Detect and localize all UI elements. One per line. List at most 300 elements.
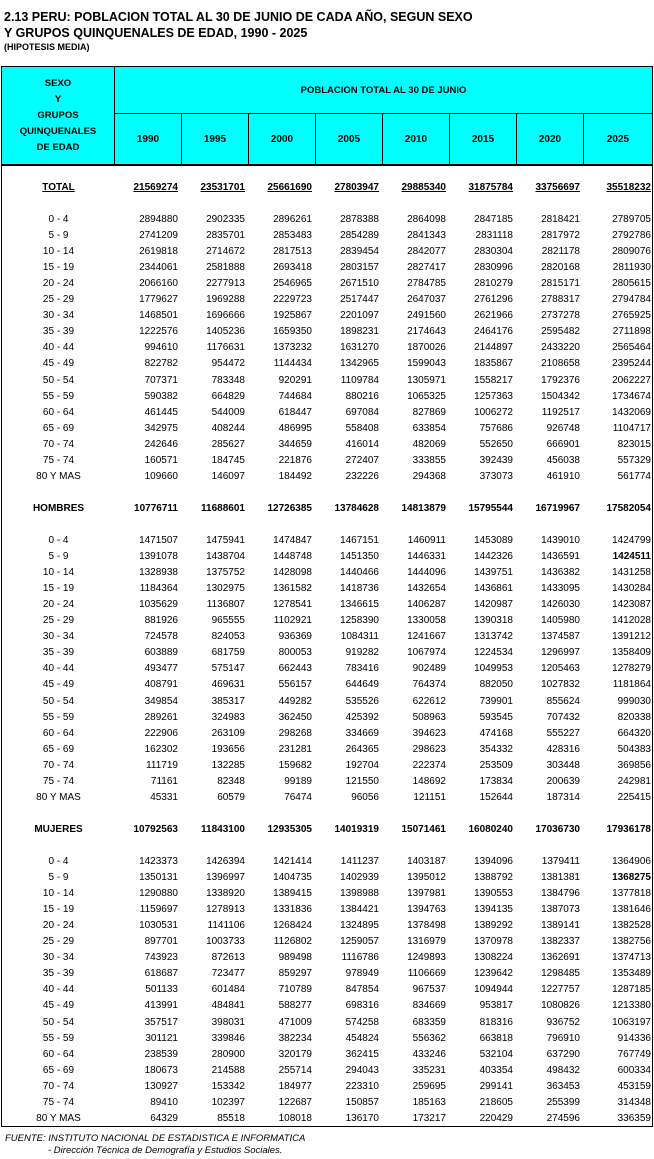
row-label: 45 - 49 [42, 1000, 75, 1011]
value-cell [315, 1111, 379, 1127]
value: 994610 [144, 342, 178, 353]
value-cell [516, 742, 580, 758]
row-label-header-line: SEXO [44, 77, 72, 89]
value-cell [587, 228, 651, 244]
value: 408244 [211, 423, 245, 434]
table-row [2, 950, 652, 966]
value: 45331 [150, 792, 178, 803]
table-row [2, 260, 652, 276]
row-label-cell [2, 565, 115, 581]
value: 484841 [211, 1000, 245, 1011]
value-cell [114, 421, 178, 437]
table-row [2, 469, 652, 485]
value-cell [516, 356, 580, 372]
row-label-cell [2, 790, 115, 806]
value-cell [516, 340, 580, 356]
value: 1222576 [139, 326, 178, 337]
value: 162302 [144, 744, 178, 755]
value: 1390553 [474, 888, 513, 899]
value-cell [516, 726, 580, 742]
value: 298623 [412, 744, 446, 755]
table-row [2, 998, 652, 1014]
value: 2842077 [407, 246, 446, 257]
year-header: 1990 [115, 114, 182, 164]
row-label: 40 - 44 [42, 663, 75, 674]
value: 1084311 [340, 631, 379, 642]
value: 1278913 [206, 904, 245, 915]
value: 1313742 [474, 631, 513, 642]
value: 2174643 [407, 326, 446, 337]
value-cell [382, 533, 446, 549]
value-cell [449, 966, 513, 982]
value: 1324895 [340, 920, 379, 931]
value-cell [114, 677, 178, 693]
row-label: 25 - 29 [42, 936, 75, 947]
value-cell [449, 677, 513, 693]
row-label-cell [2, 389, 115, 405]
value-cell [587, 212, 651, 228]
value-cell [315, 1015, 379, 1031]
value: 1394135 [474, 904, 513, 915]
value-cell [248, 822, 312, 838]
value: 855624 [546, 696, 580, 707]
value-cell [587, 260, 651, 276]
value-cell [449, 228, 513, 244]
value-cell [315, 886, 379, 902]
value: 820338 [617, 712, 651, 723]
value-cell [382, 405, 446, 421]
value: 223310 [345, 1081, 379, 1092]
value-cell [114, 870, 178, 886]
value-cell [315, 228, 379, 244]
value: 783348 [211, 375, 245, 386]
value: 12935305 [267, 824, 312, 835]
value-cell [449, 1063, 513, 1079]
value-cell [114, 437, 178, 453]
value: 1381381 [541, 872, 580, 883]
value: 96056 [351, 792, 379, 803]
table-row [2, 292, 652, 308]
row-label: 45 - 49 [42, 358, 75, 369]
value-cell [315, 1031, 379, 1047]
value-cell [181, 758, 245, 774]
value: 180673 [144, 1065, 178, 1076]
value: 2229723 [273, 294, 312, 305]
value: 136170 [345, 1113, 379, 1124]
value-cell [587, 774, 651, 790]
value: 1353489 [612, 968, 651, 979]
value: 744684 [278, 391, 312, 402]
value-cell [516, 854, 580, 870]
value-cell [382, 694, 446, 710]
row-label: 5 - 9 [48, 872, 69, 883]
value-cell [114, 886, 178, 902]
value: 1338920 [206, 888, 245, 899]
row-label: 70 - 74 [42, 760, 75, 771]
value: 272407 [345, 455, 379, 466]
value-cell [248, 1015, 312, 1031]
value-cell [382, 453, 446, 469]
value: 1106669 [407, 968, 446, 979]
row-label: 75 - 74 [42, 455, 75, 466]
value-cell [382, 1063, 446, 1079]
value-cell [516, 469, 580, 485]
value-cell [248, 1031, 312, 1047]
value: 303448 [546, 760, 580, 771]
value-cell [181, 661, 245, 677]
value: 2810279 [474, 278, 513, 289]
value: 557329 [617, 455, 651, 466]
value-cell [516, 645, 580, 661]
table-row [2, 854, 652, 870]
value-cell [248, 886, 312, 902]
table-row [2, 533, 652, 549]
value-cell [516, 1031, 580, 1047]
value: 2395244 [612, 358, 651, 369]
value: 2821178 [541, 246, 580, 257]
value: 1398988 [340, 888, 379, 899]
value-cell [181, 469, 245, 485]
value-cell [114, 324, 178, 340]
value-cell [449, 1047, 513, 1063]
value-cell [248, 742, 312, 758]
value: 1159697 [139, 904, 178, 915]
value: 1374713 [612, 952, 651, 963]
table-row [2, 1079, 652, 1095]
value-cell [382, 421, 446, 437]
value: 1258390 [340, 615, 379, 626]
section-total-row [2, 822, 652, 838]
row-label-cell [2, 501, 115, 517]
value-cell [382, 244, 446, 260]
source-note: FUENTE: INSTITUTO NACIONAL DE ESTADISTICA E INFORMATICA [5, 1133, 306, 1144]
value-cell [181, 453, 245, 469]
value-cell [248, 1047, 312, 1063]
value-cell [114, 613, 178, 629]
table-header [2, 67, 652, 166]
value-cell [315, 469, 379, 485]
value-cell [248, 870, 312, 886]
row-label: 15 - 19 [42, 262, 75, 273]
value: 1290880 [139, 888, 178, 899]
value: 342975 [144, 423, 178, 434]
row-label-cell [2, 998, 115, 1014]
value: 71161 [150, 776, 178, 787]
value: 453159 [617, 1081, 651, 1092]
value-cell [315, 244, 379, 260]
value-cell [248, 212, 312, 228]
value: 314348 [617, 1097, 651, 1108]
value-cell [516, 1079, 580, 1095]
value: 1421414 [273, 856, 312, 867]
value: 398031 [211, 1017, 245, 1028]
value: 823015 [617, 439, 651, 450]
value: 231281 [278, 744, 312, 755]
value: 1205463 [541, 663, 580, 674]
value-cell [449, 822, 513, 838]
value-cell [587, 822, 651, 838]
value-cell [181, 389, 245, 405]
value-cell [516, 581, 580, 597]
value-cell [516, 533, 580, 549]
table-row [2, 645, 652, 661]
value-cell [449, 742, 513, 758]
row-label-header [2, 67, 115, 164]
table-row [2, 437, 652, 453]
row-label: 35 - 39 [42, 647, 75, 658]
value: 681759 [211, 647, 245, 658]
value: 362415 [345, 1049, 379, 1060]
value: 153342 [211, 1081, 245, 1092]
value-cell [114, 565, 178, 581]
value-cell [516, 694, 580, 710]
value: 965555 [211, 615, 245, 626]
value: 1474847 [273, 535, 312, 546]
value: 2847185 [474, 214, 513, 225]
row-label-cell [2, 212, 115, 228]
value-cell [315, 1095, 379, 1111]
row-label: 40 - 44 [42, 984, 75, 995]
value: 242646 [144, 439, 178, 450]
value-cell [248, 710, 312, 726]
value-cell [114, 1111, 178, 1127]
value: 82348 [217, 776, 245, 787]
value: 31875784 [468, 182, 513, 193]
value-cell [315, 340, 379, 356]
value-cell [114, 1015, 178, 1031]
value: 1442326 [474, 551, 513, 562]
value-cell [516, 934, 580, 950]
value: 558408 [345, 423, 379, 434]
value-cell [587, 629, 651, 645]
row-label: 55 - 59 [42, 712, 75, 723]
value: 1268424 [273, 920, 312, 931]
row-label: HOMBRES [32, 503, 85, 514]
value-cell [181, 1095, 245, 1111]
value: 1381646 [612, 904, 651, 915]
value-cell [516, 1111, 580, 1127]
value-cell [516, 886, 580, 902]
value: 12726385 [267, 503, 312, 514]
value-cell [181, 998, 245, 1014]
value: 1375752 [206, 567, 245, 578]
row-label-header-line: GRUPOS [37, 109, 79, 121]
table-row [2, 613, 652, 629]
value: 1433095 [541, 583, 580, 594]
value-cell [181, 276, 245, 292]
value-cell [382, 373, 446, 389]
value-cell [181, 902, 245, 918]
value-cell [248, 565, 312, 581]
row-label: 30 - 34 [42, 310, 75, 321]
value-cell [114, 1079, 178, 1095]
value-cell [114, 645, 178, 661]
table-row [2, 405, 652, 421]
value: 428316 [546, 744, 580, 755]
value: 25661690 [267, 182, 312, 193]
value-cell [315, 324, 379, 340]
value: 1925867 [273, 310, 312, 321]
value-cell [587, 549, 651, 565]
value-cell [114, 694, 178, 710]
row-label: 0 - 4 [48, 856, 69, 867]
value-cell [382, 774, 446, 790]
value-cell [587, 998, 651, 1014]
value: 449282 [278, 696, 312, 707]
row-label-cell [2, 437, 115, 453]
value-cell [382, 1111, 446, 1127]
value: 2619818 [139, 246, 178, 257]
row-label-header-line: DE EDAD [36, 141, 80, 153]
value-cell [449, 902, 513, 918]
table-row [2, 276, 652, 292]
value: 618447 [278, 407, 312, 418]
value-cell [587, 340, 651, 356]
row-label-cell [2, 950, 115, 966]
value-cell [181, 405, 245, 421]
table-title [4, 9, 473, 41]
value: 1224534 [474, 647, 513, 658]
value: 2830996 [474, 262, 513, 273]
value-cell [114, 982, 178, 998]
value-cell [449, 982, 513, 998]
value-cell [449, 613, 513, 629]
value-cell [587, 1079, 651, 1095]
value: 232226 [345, 471, 379, 482]
value: 1436382 [541, 567, 580, 578]
value-cell [181, 356, 245, 372]
value-cell [449, 581, 513, 597]
value-cell [114, 469, 178, 485]
value: 601484 [211, 984, 245, 995]
value-cell [181, 966, 245, 982]
value-cell [516, 421, 580, 437]
value: 723477 [211, 968, 245, 979]
value-cell [382, 742, 446, 758]
value: 344659 [278, 439, 312, 450]
value: 498432 [546, 1065, 580, 1076]
value-cell [516, 998, 580, 1014]
value: 15795544 [468, 503, 513, 514]
value: 425392 [345, 712, 379, 723]
value: 385317 [211, 696, 245, 707]
value-cell [382, 260, 446, 276]
year-header: 2020 [517, 114, 584, 164]
value: 89410 [150, 1097, 178, 1108]
value: 1116786 [341, 952, 379, 963]
value-cell [181, 774, 245, 790]
value-cell [382, 228, 446, 244]
value-cell [382, 469, 446, 485]
value: 274596 [546, 1113, 580, 1124]
table-row [2, 212, 652, 228]
value: 173834 [479, 776, 513, 787]
value: 1378498 [407, 920, 446, 931]
value-cell [587, 661, 651, 677]
table-row [2, 886, 652, 902]
value-cell [114, 854, 178, 870]
value: 822782 [144, 358, 178, 369]
row-label-cell [2, 1111, 115, 1127]
value-cell [382, 1031, 446, 1047]
value: 2815171 [541, 278, 580, 289]
table-row [2, 918, 652, 934]
value-cell [449, 180, 513, 196]
value-cell [449, 469, 513, 485]
value-cell [449, 405, 513, 421]
value: 697084 [345, 407, 379, 418]
value: 2647037 [407, 294, 446, 305]
value-cell [382, 180, 446, 196]
value-cell [382, 565, 446, 581]
value-cell [181, 854, 245, 870]
value: 1094944 [474, 984, 513, 995]
value-cell [587, 902, 651, 918]
value: 622612 [412, 696, 446, 707]
value-cell [382, 677, 446, 693]
row-label-cell [2, 742, 115, 758]
value-cell [114, 790, 178, 806]
column-group-header: POBLACION TOTAL AL 30 DE JUNIO [115, 67, 652, 114]
value-cell [181, 292, 245, 308]
value-cell [248, 774, 312, 790]
row-label: 50 - 54 [42, 1017, 75, 1028]
value-cell [315, 918, 379, 934]
value-cell [449, 549, 513, 565]
value-cell [114, 726, 178, 742]
row-label-cell [2, 469, 115, 485]
value: 1426394 [206, 856, 245, 867]
value-cell [587, 469, 651, 485]
value: 320179 [278, 1049, 312, 1060]
value: 1396997 [206, 872, 245, 883]
row-label-cell [2, 726, 115, 742]
value-cell [248, 694, 312, 710]
value-cell [516, 180, 580, 196]
value-cell [449, 340, 513, 356]
value: 644649 [345, 679, 379, 690]
value: 902489 [412, 663, 446, 674]
value-cell [114, 1047, 178, 1063]
value: 2902335 [206, 214, 245, 225]
row-label-cell [2, 597, 115, 613]
value-cell [315, 613, 379, 629]
value-cell [315, 774, 379, 790]
value-cell [248, 180, 312, 196]
value-cell [587, 982, 651, 998]
value-cell [248, 982, 312, 998]
value: 1440466 [340, 567, 379, 578]
value-cell [516, 710, 580, 726]
value: 221876 [278, 455, 312, 466]
value-cell [248, 453, 312, 469]
value-cell [114, 356, 178, 372]
value: 1330058 [407, 615, 446, 626]
value: 1423373 [139, 856, 178, 867]
value: 33756697 [535, 182, 580, 193]
value: 2565464 [612, 342, 651, 353]
value: 255714 [278, 1065, 312, 1076]
value: 1382756 [612, 936, 651, 947]
table-row [2, 244, 652, 260]
value-cell [114, 501, 178, 517]
value-cell [382, 982, 446, 998]
value-cell [516, 373, 580, 389]
value: 796910 [546, 1033, 580, 1044]
row-label: 65 - 69 [42, 423, 75, 434]
value: 1384421 [340, 904, 379, 915]
value-cell [248, 934, 312, 950]
